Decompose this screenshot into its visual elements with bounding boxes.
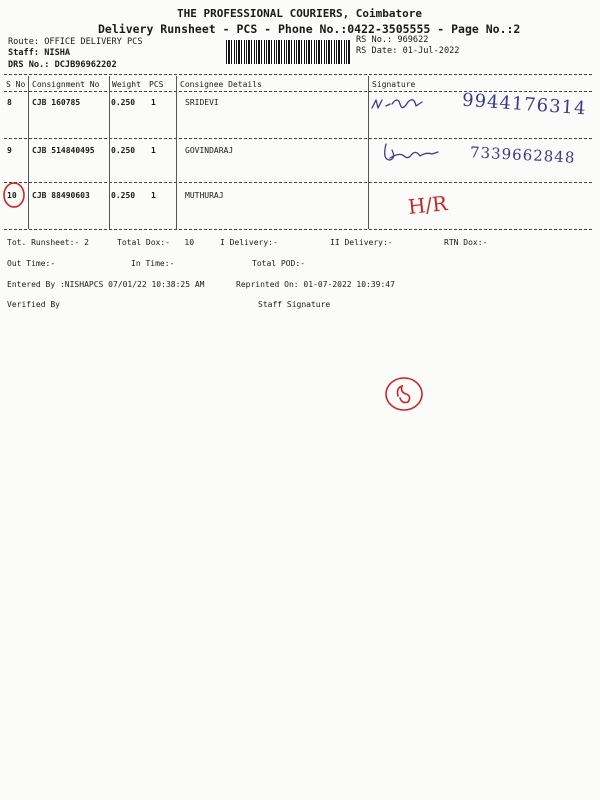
column-divider <box>109 76 110 229</box>
col-header-consignment: Consignment No <box>32 80 100 89</box>
col-header-signature: Signature <box>372 80 416 89</box>
row-sno: 8 <box>7 98 12 107</box>
row-divider <box>4 138 592 139</box>
row-consignee: SRIDEVI <box>185 98 219 107</box>
verified-by: Verified By <box>7 300 60 309</box>
total-dox: Total Dox:- 10 <box>117 238 195 247</box>
row-weight: 0.250 <box>111 191 136 200</box>
row-consignee: MUTHURAJ <box>185 191 224 200</box>
company-name: THE PROFESSIONAL COURIERS, Coimbatore <box>177 7 423 20</box>
barcode <box>226 40 350 64</box>
col-header-consignee: Consignee Details <box>180 80 262 89</box>
row-divider <box>4 182 592 183</box>
row-pcs: 1 <box>151 191 156 200</box>
staff-signature: Staff Signature <box>258 300 331 309</box>
row-pcs: 1 <box>151 146 156 155</box>
in-time: In Time:- <box>131 259 175 268</box>
col-header-pcs: PCS <box>149 80 164 89</box>
handwritten-phone: 9944176314 <box>461 89 588 120</box>
rs-date: RS Date: 01-Jul-2022 <box>356 46 460 56</box>
row-weight: 0.250 <box>111 146 136 155</box>
out-time: Out Time:- <box>7 259 56 268</box>
row-pcs: 1 <box>151 98 156 107</box>
row-sno: 10 <box>7 191 17 200</box>
row-consignment: CJB 88490603 <box>32 191 90 200</box>
signature-scribble <box>380 140 450 168</box>
column-divider <box>176 76 177 229</box>
handwritten-phone: 7339662848 <box>469 143 576 167</box>
rs-number: RS No.: 969622 <box>356 35 429 45</box>
reprinted-on: Reprinted On: 01-07-2022 10:39:47 <box>236 280 395 289</box>
col-header-sno: S No <box>6 80 26 89</box>
entered-by: Entered By :NISHAPCS 07/01/22 10:38:25 AM <box>7 280 205 289</box>
route-label: Route: OFFICE DELIVERY PCS <box>8 37 143 47</box>
total-runsheet: Tot. Runsheet:- 2 <box>7 238 89 247</box>
row-weight: 0.250 <box>111 98 136 107</box>
staff-label: Staff: NISHA <box>8 48 71 58</box>
table-top-rule <box>4 74 592 75</box>
row-consignment: CJB 514840495 <box>32 146 95 155</box>
red-circle-mark <box>2 180 28 210</box>
rtn-dox: RTN Dox:- <box>444 238 488 247</box>
runsheet-title: Delivery Runsheet - PCS - Phone No.:0422-3505555 - Page No.:2 <box>98 22 521 36</box>
ii-delivery: II Delivery:- <box>330 238 393 247</box>
table-bottom-rule <box>4 229 592 230</box>
total-pod: Total POD:- <box>252 259 305 268</box>
row-consignee: GOVINDARAJ <box>185 146 234 155</box>
i-delivery: I Delivery:- <box>220 238 278 247</box>
signature-scribble <box>368 92 448 118</box>
row-sno: 9 <box>7 146 12 155</box>
red-circled-mark <box>382 374 430 414</box>
drs-number: DRS No.: DCJB96962202 <box>8 60 117 70</box>
column-divider <box>28 76 29 229</box>
col-header-weight: Weight <box>112 80 141 89</box>
row-consignment: CJB 160785 <box>32 98 81 107</box>
handwritten-hr-note: H/R <box>406 191 449 219</box>
